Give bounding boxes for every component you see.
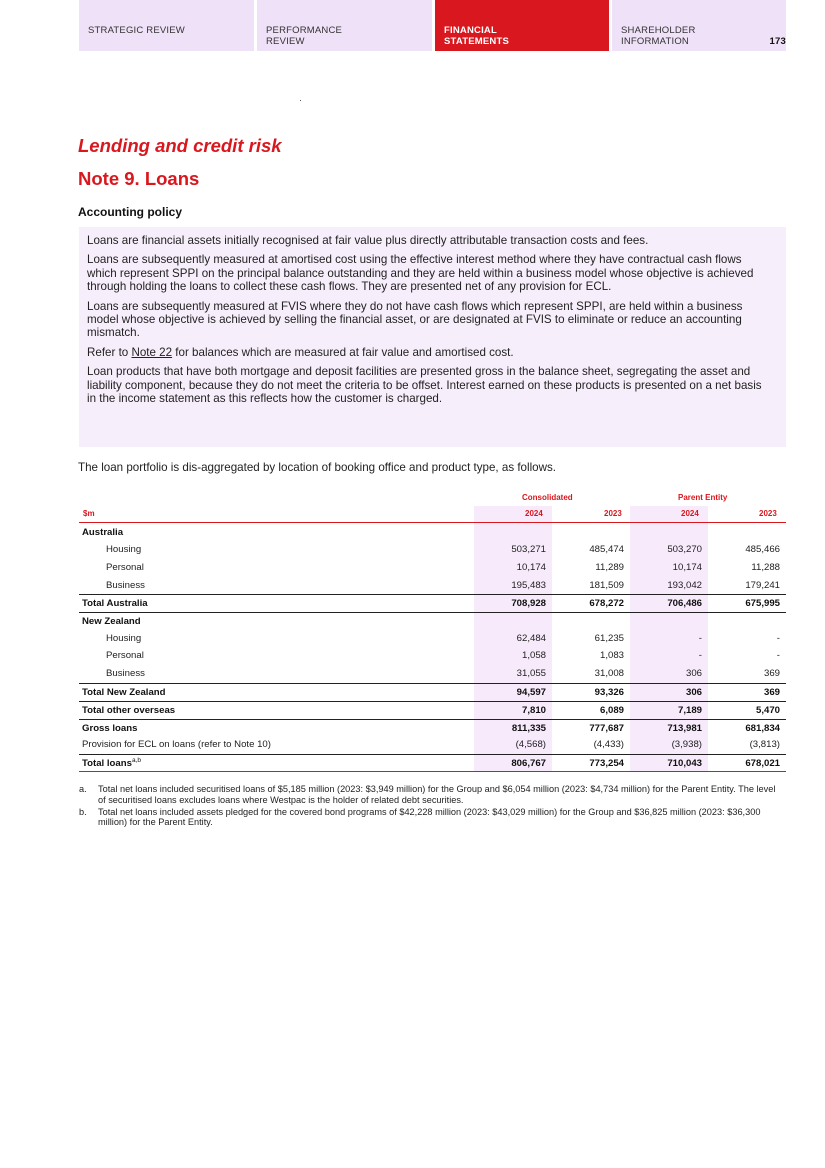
cell: 61,235 — [594, 633, 624, 644]
policy-paragraph: Loan products that have both mortgage and deposit facilities are presented gross in the balance sheet, segregating the asset and liability component, because they do not meet the criteria to be offset. Interest earned on these products is presented on a net basis in the income statement as this reflects how the customer is charged. — [87, 365, 762, 406]
cell: - — [776, 650, 780, 661]
table-row — [79, 559, 786, 577]
cell: 7,189 — [677, 705, 702, 716]
footnote — [79, 784, 779, 806]
cell: 806,767 — [511, 758, 546, 769]
table-row-total — [79, 701, 786, 719]
row-label: Australia — [82, 527, 124, 538]
page-number: 173 — [769, 36, 786, 47]
cell: 773,254 — [589, 758, 624, 769]
tab-label: FINANCIAL STATEMENTS — [444, 25, 509, 47]
row-label: Housing — [106, 633, 142, 644]
policy-paragraph: Loans are financial assets initially recognised at fair value plus directly attributable transaction costs and fees. — [87, 234, 649, 247]
cell: 369 — [763, 668, 780, 679]
header-year: 2023 — [759, 509, 777, 518]
tab-strategic-review[interactable] — [79, 0, 254, 51]
cell: 11,288 — [751, 562, 780, 573]
tab-label: SHAREHOLDER INFORMATION — [621, 25, 696, 47]
policy-paragraph: Loans are subsequently measured at amortised cost using the effective interest method where they have contractual cash flows which represent SPPI on the principal balance outstanding and they are held within a business model whose objective is achieved through holding the loans to collect these cash flows. They are presented net of any provision for ECL. — [87, 253, 754, 294]
cell: 193,042 — [667, 580, 702, 591]
row-label: Business — [106, 580, 145, 591]
cell: (4,433) — [593, 739, 624, 750]
cell: 503,271 — [511, 544, 546, 555]
policy-heading: Accounting policy — [78, 205, 183, 219]
footnote — [79, 807, 779, 829]
cell: 181,509 — [589, 580, 624, 591]
footnote-ref: a,b — [131, 756, 141, 764]
tab-performance-review[interactable] — [257, 0, 432, 51]
cell: (4,568) — [515, 739, 546, 750]
cell: 1,083 — [599, 650, 624, 661]
row-label: Housing — [106, 544, 142, 555]
stray-dot — [300, 100, 301, 101]
row-label: Provision for ECL on loans (refer to Note 10) — [82, 739, 271, 750]
tab-financial-statements[interactable] — [435, 0, 609, 51]
table-row — [79, 541, 786, 559]
table-end-rule — [79, 771, 786, 772]
table-row — [79, 524, 786, 542]
cell: 706,486 — [667, 598, 702, 609]
cell: 11,289 — [595, 562, 624, 573]
table-row — [79, 647, 786, 665]
cell: - — [698, 650, 702, 661]
table-row-total — [79, 683, 786, 701]
cell: 713,981 — [667, 723, 702, 734]
table-row — [79, 630, 786, 648]
cell: (3,813) — [749, 739, 780, 750]
row-label: Total Australia — [82, 598, 148, 609]
table-row — [79, 612, 786, 630]
note-22-link[interactable]: Note 22 — [131, 345, 173, 359]
row-label: Personal — [106, 562, 144, 573]
footnote-text: Total net loans included assets pledged for the covered bond programs of $42,228 million (2023: $43,029 million) for the Group and $36,825 million (2023: $36,300 million) for the Parent Entity. — [98, 806, 761, 828]
tab-shareholder-information[interactable] — [612, 0, 786, 51]
header-year: 2024 — [525, 509, 543, 518]
cell: 708,928 — [511, 598, 546, 609]
footnote-key: b. — [79, 806, 87, 817]
cell: 7,810 — [521, 705, 546, 716]
cell: 10,174 — [516, 562, 546, 573]
cell: 10,174 — [672, 562, 702, 573]
cell: 31,055 — [516, 668, 546, 679]
note-title: Note 9. Loans — [78, 168, 200, 189]
table-intro: The loan portfolio is dis-aggregated by location of booking office and product type, as follows. — [78, 461, 556, 474]
row-label: Personal — [106, 650, 144, 661]
row-label: New Zealand — [82, 616, 141, 627]
policy-text: Refer to — [87, 345, 132, 359]
tab-label: PERFORMANCE REVIEW — [266, 25, 343, 47]
cell: - — [776, 633, 780, 644]
cell: 485,474 — [589, 544, 624, 555]
cell: 31,008 — [594, 668, 624, 679]
cell: 94,597 — [516, 687, 546, 698]
header-year: 2023 — [604, 509, 622, 518]
cell: 485,466 — [745, 544, 780, 555]
table-row — [79, 736, 786, 754]
footnotes — [79, 784, 779, 829]
cell: 5,470 — [755, 705, 780, 716]
header-unit: $m — [83, 509, 95, 518]
policy-paragraph — [87, 346, 772, 359]
header-rule — [79, 522, 786, 523]
cell: 93,326 — [594, 687, 624, 698]
policy-text: for balances which are measured at fair value and amortised cost. — [172, 345, 514, 359]
row-label: Gross loans — [82, 723, 138, 734]
cell: 6,089 — [599, 705, 624, 716]
footnote-key: a. — [79, 784, 87, 794]
cell: 503,270 — [667, 544, 702, 555]
row-label-text: Total loans — [82, 758, 132, 769]
cell: 369 — [763, 687, 780, 698]
table-row-total — [79, 719, 786, 737]
header-parent-entity: Parent Entity — [678, 493, 728, 502]
table-row-total — [79, 594, 786, 612]
cell: 1,058 — [521, 650, 546, 661]
row-label: Total New Zealand — [82, 687, 166, 698]
table-row — [79, 665, 786, 683]
header-year: 2024 — [681, 509, 699, 518]
top-nav — [79, 0, 786, 51]
cell: (3,938) — [671, 739, 702, 750]
footnote-text: Total net loans included securitised loans of $5,185 million (2023: $3,949 million) for the Group and $6,054 million (2023: $4,734 million) for the Parent Entity. The level of securitised loans excludes loans where Westpac is the holder of related debt securities. — [98, 784, 776, 805]
cell: 179,241 — [745, 580, 780, 591]
table-row-total — [79, 754, 786, 772]
table-row — [79, 577, 786, 595]
cell: 678,272 — [589, 598, 624, 609]
row-label: Business — [106, 668, 145, 679]
section-title: Lending and credit risk — [78, 135, 282, 156]
header-consolidated: Consolidated — [522, 493, 573, 502]
cell: 62,484 — [516, 633, 546, 644]
cell: 306 — [685, 668, 702, 679]
cell: 710,043 — [667, 758, 702, 769]
cell: 306 — [685, 687, 702, 698]
accounting-policy-box — [79, 227, 786, 447]
tab-label: STRATEGIC REVIEW — [88, 25, 185, 36]
cell: 811,335 — [511, 723, 546, 734]
cell: - — [698, 633, 702, 644]
cell: 675,995 — [745, 598, 780, 609]
cell: 681,834 — [745, 723, 780, 734]
policy-paragraph: Loans are subsequently measured at FVIS where they do not have cash flows which represent SPPI, are held within a business model whose objective is achieved by selling the financial asset, or are designated at FVIS to eliminate or reduce an accounting mismatch. — [87, 299, 743, 340]
cell: 678,021 — [745, 758, 780, 769]
cell: 777,687 — [589, 723, 624, 734]
cell: 195,483 — [511, 580, 546, 591]
row-label: Total other overseas — [82, 705, 176, 716]
